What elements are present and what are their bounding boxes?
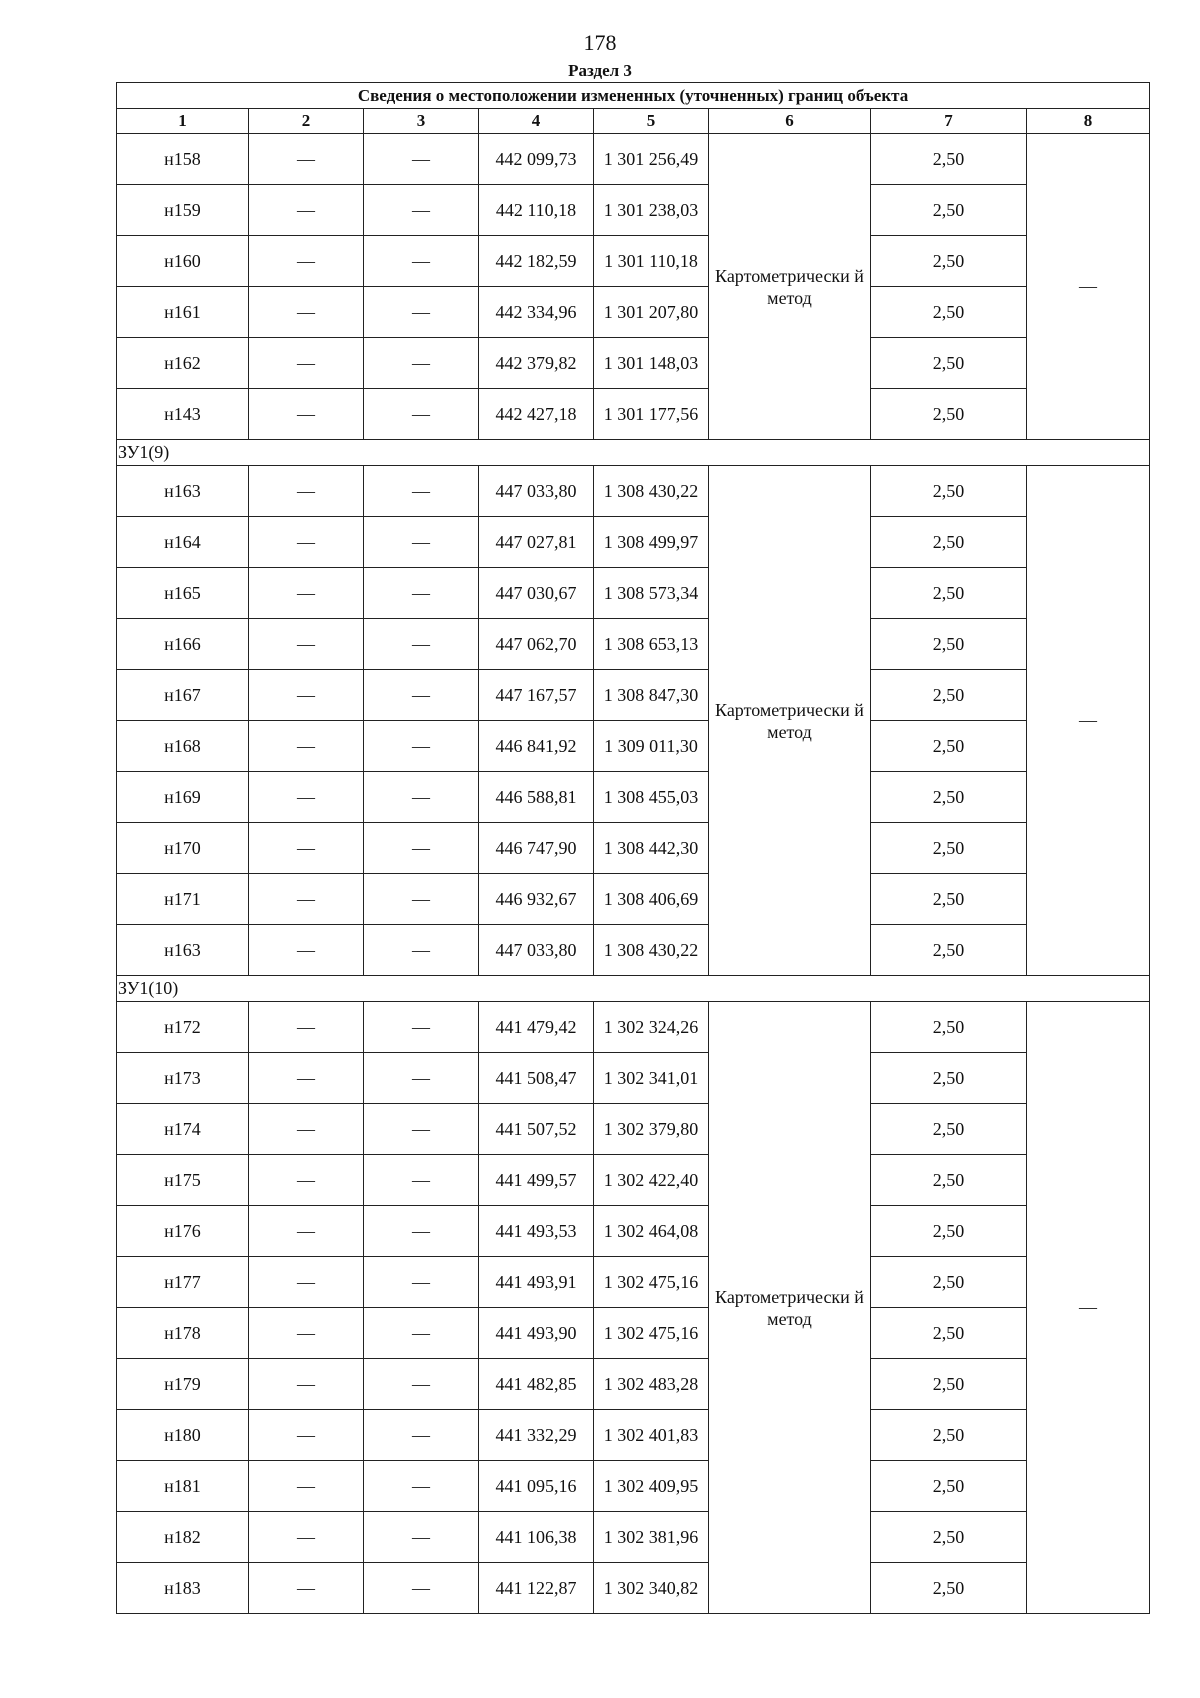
column-3-cell: —: [364, 338, 479, 389]
column-8-cell: —: [1027, 1002, 1150, 1614]
column-3-cell: —: [364, 1155, 479, 1206]
page-number: 178: [583, 30, 617, 55]
accuracy-cell: 2,50: [871, 338, 1027, 389]
point-name-cell: н159: [117, 185, 249, 236]
column-2-cell: —: [249, 517, 364, 568]
y-coordinate-cell: 1 302 341,01: [594, 1053, 709, 1104]
y-coordinate-cell: 1 301 177,56: [594, 389, 709, 440]
column-3-cell: —: [364, 1308, 479, 1359]
table-body: [117, 83, 1150, 1614]
point-name-cell: н173: [117, 1053, 249, 1104]
column-8-cell: —: [1027, 134, 1150, 440]
x-coordinate-cell: 441 106,38: [479, 1512, 594, 1563]
y-coordinate-cell: 1 302 422,40: [594, 1155, 709, 1206]
parcel-label: ЗУ1(9): [117, 440, 1150, 466]
point-name-cell: н176: [117, 1206, 249, 1257]
point-name-cell: н163: [117, 466, 249, 517]
column-3-cell: —: [364, 185, 479, 236]
table-row: [117, 1308, 1150, 1359]
y-coordinate-cell: 1 302 340,82: [594, 1563, 709, 1614]
accuracy-cell: 2,50: [871, 1002, 1027, 1053]
column-2-cell: —: [249, 1002, 364, 1053]
column-3-cell: —: [364, 1053, 479, 1104]
x-coordinate-cell: 441 493,90: [479, 1308, 594, 1359]
x-coordinate-cell: 446 747,90: [479, 823, 594, 874]
table-row: [117, 1359, 1150, 1410]
y-coordinate-cell: 1 302 483,28: [594, 1359, 709, 1410]
point-name-cell: н160: [117, 236, 249, 287]
accuracy-cell: 2,50: [871, 466, 1027, 517]
column-3-cell: —: [364, 619, 479, 670]
column-2-cell: —: [249, 1104, 364, 1155]
column-2-cell: —: [249, 338, 364, 389]
accuracy-cell: 2,50: [871, 925, 1027, 976]
table-row: [117, 1155, 1150, 1206]
y-coordinate-cell: 1 302 324,26: [594, 1002, 709, 1053]
accuracy-cell: 2,50: [871, 1461, 1027, 1512]
accuracy-cell: 2,50: [871, 1206, 1027, 1257]
y-coordinate-cell: 1 308 847,30: [594, 670, 709, 721]
point-name-cell: н178: [117, 1308, 249, 1359]
x-coordinate-cell: 441 493,53: [479, 1206, 594, 1257]
x-coordinate-cell: 442 427,18: [479, 389, 594, 440]
column-2-cell: —: [249, 874, 364, 925]
column-2-cell: —: [249, 1206, 364, 1257]
x-coordinate-cell: 447 030,67: [479, 568, 594, 619]
column-2-cell: —: [249, 925, 364, 976]
point-name-cell: н170: [117, 823, 249, 874]
column-3-cell: —: [364, 823, 479, 874]
method-cell: Картометрически й метод: [709, 134, 871, 440]
accuracy-cell: 2,50: [871, 517, 1027, 568]
column-2-cell: —: [249, 1563, 364, 1614]
column-3-cell: —: [364, 874, 479, 925]
column-3-cell: —: [364, 287, 479, 338]
accuracy-cell: 2,50: [871, 1257, 1027, 1308]
x-coordinate-cell: 446 588,81: [479, 772, 594, 823]
y-coordinate-cell: 1 302 401,83: [594, 1410, 709, 1461]
point-name-cell: н143: [117, 389, 249, 440]
column-2-cell: —: [249, 568, 364, 619]
table-row: [117, 1461, 1150, 1512]
accuracy-cell: 2,50: [871, 670, 1027, 721]
point-name-cell: н177: [117, 1257, 249, 1308]
column-2-cell: —: [249, 466, 364, 517]
column-2-cell: —: [249, 670, 364, 721]
column-number: 2: [249, 109, 364, 134]
x-coordinate-cell: 446 841,92: [479, 721, 594, 772]
point-name-cell: н171: [117, 874, 249, 925]
table-row: [117, 925, 1150, 976]
table-row: [117, 721, 1150, 772]
point-name-cell: н161: [117, 287, 249, 338]
accuracy-cell: 2,50: [871, 185, 1027, 236]
x-coordinate-cell: 441 482,85: [479, 1359, 594, 1410]
accuracy-cell: 2,50: [871, 236, 1027, 287]
method-cell: Картометрически й метод: [709, 1002, 871, 1614]
table-row: [117, 1053, 1150, 1104]
x-coordinate-cell: 447 167,57: [479, 670, 594, 721]
column-2-cell: —: [249, 619, 364, 670]
table-row: [117, 1206, 1150, 1257]
boundary-coordinates-table: [116, 82, 1150, 1614]
column-2-cell: —: [249, 134, 364, 185]
column-3-cell: —: [364, 721, 479, 772]
column-3-cell: —: [364, 1410, 479, 1461]
column-3-cell: —: [364, 1257, 479, 1308]
method-cell: Картометрически й метод: [709, 466, 871, 976]
accuracy-cell: 2,50: [871, 1512, 1027, 1563]
column-2-cell: —: [249, 1155, 364, 1206]
accuracy-cell: 2,50: [871, 134, 1027, 185]
x-coordinate-cell: 441 499,57: [479, 1155, 594, 1206]
column-2-cell: —: [249, 389, 364, 440]
accuracy-cell: 2,50: [871, 1410, 1027, 1461]
point-name-cell: н180: [117, 1410, 249, 1461]
point-name-cell: н174: [117, 1104, 249, 1155]
column-3-cell: —: [364, 1002, 479, 1053]
accuracy-cell: 2,50: [871, 287, 1027, 338]
table-row: [117, 1104, 1150, 1155]
table-row: [117, 1410, 1150, 1461]
x-coordinate-cell: 442 099,73: [479, 134, 594, 185]
accuracy-cell: 2,50: [871, 1308, 1027, 1359]
column-3-cell: —: [364, 1461, 479, 1512]
column-number: 4: [479, 109, 594, 134]
table-caption-row: [117, 83, 1150, 109]
column-3-cell: —: [364, 1359, 479, 1410]
y-coordinate-cell: 1 301 148,03: [594, 338, 709, 389]
table-row: [117, 874, 1150, 925]
point-name-cell: н175: [117, 1155, 249, 1206]
column-2-cell: —: [249, 1257, 364, 1308]
table-row: [117, 568, 1150, 619]
table-row: [117, 185, 1150, 236]
table-row: [117, 134, 1150, 185]
x-coordinate-cell: 441 508,47: [479, 1053, 594, 1104]
y-coordinate-cell: 1 309 011,30: [594, 721, 709, 772]
table-row: [117, 1512, 1150, 1563]
column-number: 1: [117, 109, 249, 134]
accuracy-cell: 2,50: [871, 568, 1027, 619]
column-3-cell: —: [364, 568, 479, 619]
y-coordinate-cell: 1 302 475,16: [594, 1308, 709, 1359]
point-name-cell: н158: [117, 134, 249, 185]
y-coordinate-cell: 1 308 573,34: [594, 568, 709, 619]
table-row: [117, 823, 1150, 874]
column-3-cell: —: [364, 1104, 479, 1155]
column-number: 8: [1027, 109, 1150, 134]
point-name-cell: н183: [117, 1563, 249, 1614]
column-2-cell: —: [249, 236, 364, 287]
y-coordinate-cell: 1 301 238,03: [594, 185, 709, 236]
table-row: [117, 287, 1150, 338]
column-2-cell: —: [249, 1308, 364, 1359]
table-row: [117, 772, 1150, 823]
y-coordinate-cell: 1 308 653,13: [594, 619, 709, 670]
x-coordinate-cell: 441 122,87: [479, 1563, 594, 1614]
column-number: 5: [594, 109, 709, 134]
x-coordinate-cell: 441 507,52: [479, 1104, 594, 1155]
column-number: 6: [709, 109, 871, 134]
x-coordinate-cell: 441 493,91: [479, 1257, 594, 1308]
column-3-cell: —: [364, 670, 479, 721]
x-coordinate-cell: 447 027,81: [479, 517, 594, 568]
column-2-cell: —: [249, 1359, 364, 1410]
point-name-cell: н164: [117, 517, 249, 568]
y-coordinate-cell: 1 302 464,08: [594, 1206, 709, 1257]
point-name-cell: н163: [117, 925, 249, 976]
y-coordinate-cell: 1 308 442,30: [594, 823, 709, 874]
accuracy-cell: 2,50: [871, 1155, 1027, 1206]
table-row: [117, 1563, 1150, 1614]
column-2-cell: —: [249, 1461, 364, 1512]
y-coordinate-cell: 1 302 379,80: [594, 1104, 709, 1155]
y-coordinate-cell: 1 302 409,95: [594, 1461, 709, 1512]
column-2-cell: —: [249, 721, 364, 772]
column-3-cell: —: [364, 1563, 479, 1614]
column-2-cell: —: [249, 185, 364, 236]
x-coordinate-cell: 447 033,80: [479, 925, 594, 976]
x-coordinate-cell: 441 479,42: [479, 1002, 594, 1053]
column-2-cell: —: [249, 1053, 364, 1104]
column-3-cell: —: [364, 1512, 479, 1563]
y-coordinate-cell: 1 308 430,22: [594, 466, 709, 517]
column-3-cell: —: [364, 925, 479, 976]
accuracy-cell: 2,50: [871, 721, 1027, 772]
point-name-cell: н169: [117, 772, 249, 823]
column-3-cell: —: [364, 517, 479, 568]
y-coordinate-cell: 1 308 430,22: [594, 925, 709, 976]
column-3-cell: —: [364, 772, 479, 823]
column-2-cell: —: [249, 772, 364, 823]
accuracy-cell: 2,50: [871, 1104, 1027, 1155]
table-row: [117, 389, 1150, 440]
column-number-row: [117, 109, 1150, 134]
y-coordinate-cell: 1 308 455,03: [594, 772, 709, 823]
y-coordinate-cell: 1 301 110,18: [594, 236, 709, 287]
column-3-cell: —: [364, 236, 479, 287]
point-name-cell: н162: [117, 338, 249, 389]
column-2-cell: —: [249, 287, 364, 338]
accuracy-cell: 2,50: [871, 619, 1027, 670]
table-row: [117, 517, 1150, 568]
point-name-cell: н168: [117, 721, 249, 772]
table-row: [117, 1002, 1150, 1053]
x-coordinate-cell: 441 095,16: [479, 1461, 594, 1512]
y-coordinate-cell: 1 308 406,69: [594, 874, 709, 925]
parcel-label: ЗУ1(10): [117, 976, 1150, 1002]
column-3-cell: —: [364, 1206, 479, 1257]
point-name-cell: н165: [117, 568, 249, 619]
x-coordinate-cell: 441 332,29: [479, 1410, 594, 1461]
section-title: Раздел 3: [568, 61, 632, 80]
x-coordinate-cell: 442 182,59: [479, 236, 594, 287]
parcel-group-row: [117, 976, 1150, 1002]
x-coordinate-cell: 442 110,18: [479, 185, 594, 236]
parcel-group-row: [117, 440, 1150, 466]
accuracy-cell: 2,50: [871, 389, 1027, 440]
table-row: [117, 236, 1150, 287]
y-coordinate-cell: 1 302 381,96: [594, 1512, 709, 1563]
column-3-cell: —: [364, 466, 479, 517]
point-name-cell: н181: [117, 1461, 249, 1512]
accuracy-cell: 2,50: [871, 1359, 1027, 1410]
column-2-cell: —: [249, 1410, 364, 1461]
column-number: 7: [871, 109, 1027, 134]
x-coordinate-cell: 447 062,70: [479, 619, 594, 670]
table-row: [117, 338, 1150, 389]
table-caption: Сведения о местоположении измененных (уточненных) границ объекта: [117, 83, 1150, 109]
y-coordinate-cell: 1 302 475,16: [594, 1257, 709, 1308]
point-name-cell: н179: [117, 1359, 249, 1410]
accuracy-cell: 2,50: [871, 823, 1027, 874]
accuracy-cell: 2,50: [871, 1053, 1027, 1104]
y-coordinate-cell: 1 301 207,80: [594, 287, 709, 338]
accuracy-cell: 2,50: [871, 1563, 1027, 1614]
table-row: [117, 1257, 1150, 1308]
x-coordinate-cell: 442 334,96: [479, 287, 594, 338]
column-2-cell: —: [249, 823, 364, 874]
y-coordinate-cell: 1 308 499,97: [594, 517, 709, 568]
y-coordinate-cell: 1 301 256,49: [594, 134, 709, 185]
accuracy-cell: 2,50: [871, 874, 1027, 925]
table-row: [117, 466, 1150, 517]
accuracy-cell: 2,50: [871, 772, 1027, 823]
column-8-cell: —: [1027, 466, 1150, 976]
point-name-cell: н172: [117, 1002, 249, 1053]
column-2-cell: —: [249, 1512, 364, 1563]
table-row: [117, 670, 1150, 721]
x-coordinate-cell: 446 932,67: [479, 874, 594, 925]
x-coordinate-cell: 447 033,80: [479, 466, 594, 517]
column-3-cell: —: [364, 134, 479, 185]
column-number: 3: [364, 109, 479, 134]
table-row: [117, 619, 1150, 670]
point-name-cell: н166: [117, 619, 249, 670]
point-name-cell: н167: [117, 670, 249, 721]
point-name-cell: н182: [117, 1512, 249, 1563]
x-coordinate-cell: 442 379,82: [479, 338, 594, 389]
column-3-cell: —: [364, 389, 479, 440]
